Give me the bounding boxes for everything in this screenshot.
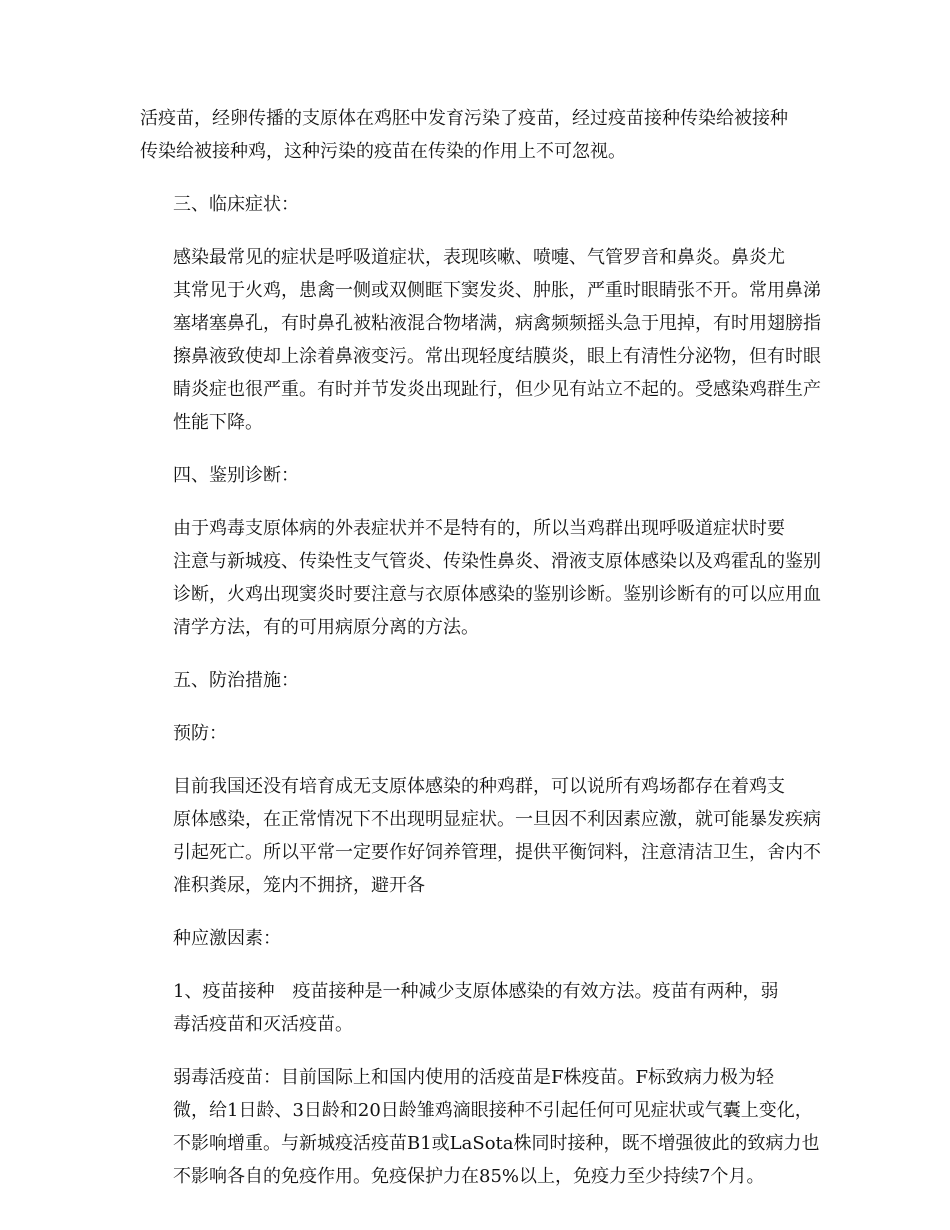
text-line: 注意与新城疫、传染性支气管炎、传染性鼻炎、滑液支原体感染以及鸡霍乱的鉴别 [173, 551, 821, 572]
text-line: 性能下降。 [173, 412, 263, 433]
text-line: 塞堵塞鼻孔，有时鼻孔被粘液混合物堵满，病禽频频摇头急于甩掉，有时用翅膀指 [173, 313, 821, 334]
text-line: 传染给被接种鸡，这种污染的疫苗在传染的作用上不可忽视。 [140, 141, 626, 162]
subheading-prevention [140, 717, 810, 750]
text-line: 感染最常见的症状是呼吸道症状，表现咳嗽、喷嚏、气管罗音和鼻炎。鼻炎尤 [173, 247, 785, 268]
text-line: 毒活疫苗和灭活疫苗。 [173, 1014, 353, 1035]
paragraph-live-vaccine [140, 1061, 820, 1193]
section-heading-clinical-symptoms [140, 188, 810, 221]
section-heading-prevention-treatment [140, 664, 810, 697]
paragraph-continuation [140, 102, 810, 168]
text-line: 原体感染，在正常情况下不出现明显症状。一旦因不利因素应激，就可能暴发疾病 [173, 809, 821, 830]
text-line: 活疫苗，经卵传播的支原体在鸡胚中发育污染了疫苗，经过疫苗接种传染给被接种 [140, 108, 788, 129]
heading-text: 三、临床症状： [173, 194, 299, 215]
text-line: 擦鼻液致使却上涂着鼻液变污。常出现轻度结膜炎，眼上有清性分泌物，但有时眼 [173, 346, 821, 367]
heading-text: 四、鉴别诊断： [173, 465, 299, 486]
section-heading-differential-diagnosis [140, 459, 810, 492]
text-line: 不影响各自的免疫作用。免疫保护力在85%以上，免疫力至少持续7个月。 [173, 1166, 765, 1187]
paragraph-prevention [140, 770, 821, 902]
text-line: 1、疫苗接种 疫苗接种是一种减少支原体感染的有效方法。疫苗有两种，弱 [173, 981, 779, 1002]
text-line: 诊断，火鸡出现窦炎时要注意与衣原体感染的鉴别诊断。鉴别诊断有的可以应用血 [173, 584, 821, 605]
text-line: 微，给1日龄、3日龄和20日龄雏鸡滴眼接种不引起任何可见症状或气囊上变化， [173, 1100, 813, 1121]
text-line: 不影响增重。与新城疫活疫苗B1或LaSota株同时接种，既不增强彼此的致病力也 [173, 1133, 820, 1154]
heading-text: 预防： [173, 723, 227, 744]
text-line: 清学方法，有的可用病原分离的方法。 [173, 617, 479, 638]
paragraph-clinical-symptoms [140, 241, 821, 439]
paragraph-vaccination [140, 975, 810, 1041]
paragraph-differential-diagnosis [140, 512, 821, 644]
paragraph-stress-factors [140, 922, 810, 955]
text-line: 引起死亡。所以平常一定要作好饲养管理，提供平衡饲料，注意清洁卫生，舍内不 [173, 842, 821, 863]
text-line: 睛炎症也很严重。有时并节发炎出现趾行，但少见有站立不起的。受感染鸡群生产 [173, 379, 821, 400]
text-line: 种应激因素： [173, 928, 281, 949]
text-line: 准积粪尿，笼内不拥挤，避开各 [173, 875, 425, 896]
heading-text: 五、防治措施： [173, 670, 299, 691]
text-line: 其常见于火鸡，患禽一侧或双侧眶下窦发炎、肿胀，严重时眼睛张不开。常用鼻涕 [173, 280, 821, 301]
text-line: 目前我国还没有培育成无支原体感染的种鸡群，可以说所有鸡场都存在着鸡支 [173, 776, 785, 797]
text-line: 由于鸡毒支原体病的外表症状并不是特有的，所以当鸡群出现呼吸道症状时要 [173, 518, 785, 539]
document-body [140, 102, 821, 1213]
text-line: 弱毒活疫苗：目前国际上和国内使用的活疫苗是F株疫苗。F标致病力极为轻 [173, 1067, 774, 1088]
